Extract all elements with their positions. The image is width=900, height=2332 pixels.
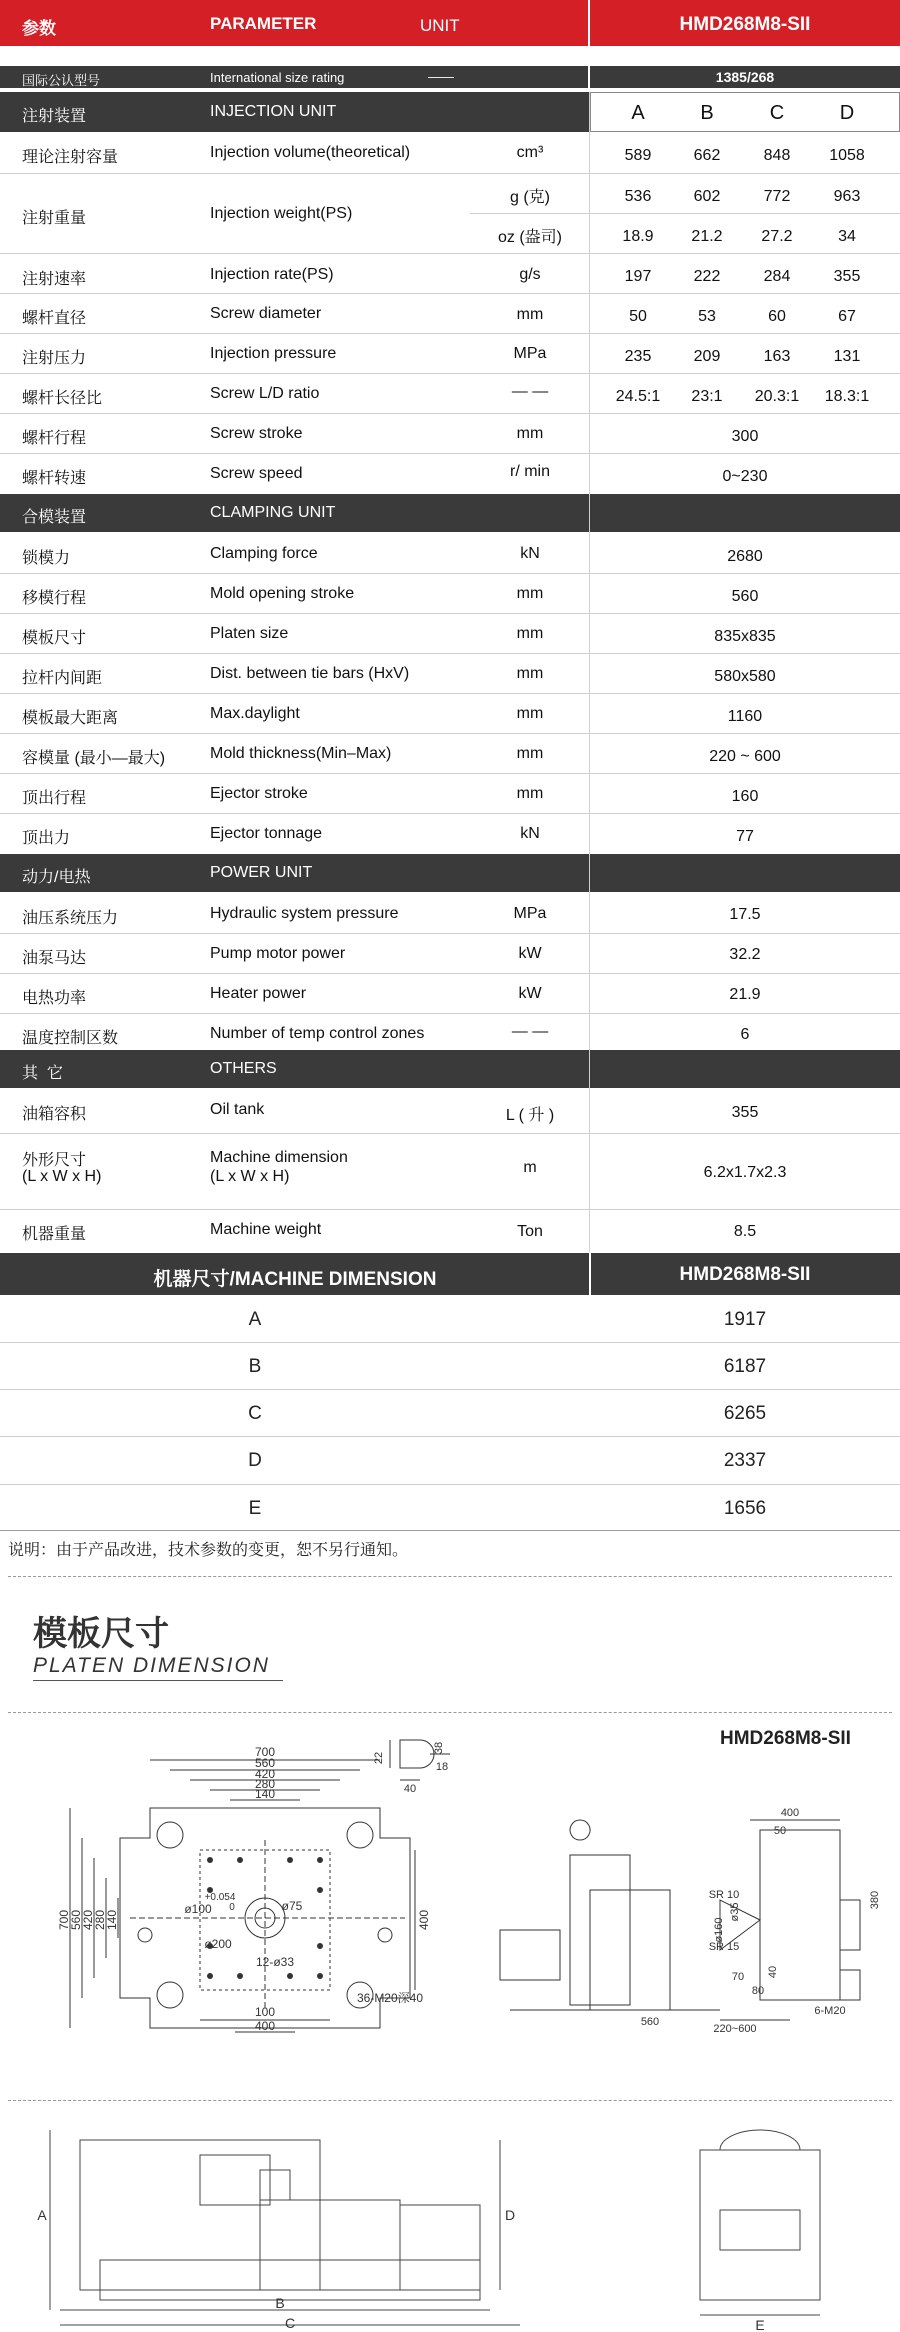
md-label: B (248, 1356, 262, 1377)
cell-all: 77 (736, 828, 754, 845)
injection-col-b: B (700, 102, 714, 124)
cell-d: 34 (838, 228, 856, 245)
row-divider (0, 1209, 900, 1210)
row-cn: 注射重量 (22, 210, 87, 227)
cell-b: 209 (693, 348, 721, 365)
row-unit: MPa (513, 345, 547, 362)
header-col-cn: 参数 (22, 19, 56, 38)
dim-label: 560 (254, 1756, 276, 1770)
section-injection-cn: 注射装置 (22, 108, 87, 125)
row-unit: mm (516, 306, 544, 323)
dim-label: 18 (435, 1761, 449, 1773)
row-divider (0, 773, 900, 774)
header-col-en: PARAMETER (210, 14, 317, 33)
row-unit: mm (516, 425, 544, 442)
cell-b: 222 (693, 268, 721, 285)
col-sep (589, 92, 590, 1252)
cell-c: 20.3:1 (754, 388, 800, 405)
injection-col-d: D (839, 102, 855, 124)
row-divider (0, 653, 900, 654)
platen-side-drawing (490, 1800, 890, 2040)
row-divider (0, 373, 900, 374)
dim-label: 560 (69, 1909, 83, 1931)
dashed-separator (8, 2100, 892, 2101)
cell-all: 220 ~ 600 (709, 748, 781, 765)
cell-a: 197 (624, 268, 652, 285)
row-cn: 注射速率 (22, 271, 87, 288)
row-unit: kN (520, 825, 540, 842)
row-en: Injection rate(PS) (210, 266, 334, 283)
dim-label: 40 (767, 1965, 779, 1979)
row-en: Mold thickness(Min–Max) (210, 745, 392, 762)
row-divider (0, 813, 900, 814)
row-divider (0, 1389, 900, 1390)
row-cn: 机器重量 (22, 1226, 87, 1243)
cell-b: 662 (693, 147, 721, 164)
cell-a: 536 (624, 188, 652, 205)
rating-divider (588, 66, 590, 88)
cell-all: 355 (731, 1104, 759, 1121)
cell-all: 1160 (727, 708, 763, 725)
dim-label: 380 (869, 1890, 881, 1910)
dim-label: 70 (731, 1971, 745, 1983)
dim-label: 700 (254, 1745, 276, 1759)
md-value: 1917 (723, 1309, 767, 1330)
dim-label: 6-M20 (814, 2005, 846, 2017)
md-value: 6187 (723, 1356, 767, 1377)
md-value: 2337 (723, 1450, 767, 1471)
row-unit: Ton (517, 1223, 543, 1240)
machine-dimension-model: HMD268M8-SII (679, 1264, 811, 1285)
row-unit: oz (盎司) (497, 229, 562, 246)
dim-label: 0 (229, 1902, 235, 1913)
dim-label: ø100 (184, 1902, 212, 1916)
row-cn: 容模量 (最小—最大) (22, 750, 166, 767)
tslot-detail-drawing (360, 1730, 470, 1820)
dim-label: ø35 (729, 1902, 741, 1922)
cell-c: 163 (763, 348, 791, 365)
row-cn: 温度控制区数 (22, 1030, 119, 1047)
row-en: Heater power (210, 985, 307, 1002)
size-rating-row (0, 66, 900, 88)
dim-label: ø75 (281, 1899, 303, 1913)
dim-label: 420 (254, 1767, 276, 1781)
cell-a: 589 (624, 147, 652, 164)
row-en: Max.daylight (210, 705, 300, 722)
section-clamping-en: CLAMPING UNIT (210, 504, 336, 521)
cell-d: 18.3:1 (824, 388, 870, 405)
row-unit: L ( 升 ) (505, 1107, 555, 1124)
cell-c: 27.2 (761, 228, 793, 245)
dashed-separator (8, 1576, 892, 1577)
row-divider (0, 413, 900, 414)
row-unit: mm (516, 665, 544, 682)
row-unit: kN (520, 545, 540, 562)
cell-b: 602 (693, 188, 721, 205)
row-cn: 螺杆直径 (22, 310, 87, 327)
dashed-separator (8, 1712, 892, 1713)
row-en: Injection pressure (210, 345, 337, 362)
row-cn: 电热功率 (22, 990, 87, 1007)
section-injection-en: INJECTION UNIT (210, 103, 337, 120)
outline-label-d: D (504, 2207, 516, 2223)
md-label: E (248, 1498, 262, 1519)
row-en: Number of temp control zones (210, 1025, 425, 1042)
row-en: Injection weight(PS) (210, 205, 353, 222)
cell-all: 6.2x1.7x2.3 (703, 1164, 787, 1181)
row-en-sub: (L x W x H) (210, 1168, 290, 1185)
row-unit: cm³ (516, 144, 544, 161)
md-label: D (248, 1450, 262, 1471)
dim-label: 140 (105, 1909, 119, 1931)
dim-label: 140 (254, 1787, 276, 1801)
row-divider (0, 733, 900, 734)
row-cn: 注射压力 (22, 350, 87, 367)
cell-all: 0~230 (722, 468, 768, 485)
row-cn: 锁模力 (22, 550, 71, 567)
row-cn: 模板尺寸 (22, 630, 87, 647)
section-power-cn: 动力/电热 (22, 869, 91, 886)
row-cn: 理论注射容量 (22, 149, 119, 166)
dim-label: 280 (254, 1777, 276, 1791)
row-cn: 移模行程 (22, 590, 87, 607)
size-rating-en: International size rating (210, 70, 345, 85)
md-label: A (248, 1309, 262, 1330)
md-value: 6265 (723, 1403, 767, 1424)
dim-label: 36-M20深40 (356, 1991, 424, 2005)
row-divider (0, 1530, 900, 1531)
row-cn: 顶出行程 (22, 790, 87, 807)
header-model: HMD268M8-SII (679, 14, 811, 35)
row-cn: 顶出力 (22, 830, 71, 847)
row-en: Oil tank (210, 1101, 265, 1118)
row-divider (0, 1342, 900, 1343)
note: 说明：由于产品改进，技术参数的变更，恕不另行通知。 (8, 1542, 409, 1559)
section-power-en: POWER UNIT (210, 864, 313, 881)
section-clamping (0, 494, 900, 532)
row-en: Screw speed (210, 465, 303, 482)
row-unit: kW (518, 945, 542, 962)
cell-all: 2680 (727, 548, 763, 565)
dim-label: 40 (403, 1783, 417, 1795)
row-divider (0, 613, 900, 614)
cell-all: 21.9 (729, 986, 761, 1003)
dim-label: SR 10 (708, 1889, 740, 1901)
row-en: Clamping force (210, 545, 318, 562)
row-en: Dist. between tie bars (HxV) (210, 665, 410, 682)
outline-label-e: E (755, 2317, 765, 2332)
row-divider (0, 1133, 900, 1134)
row-divider (0, 453, 900, 454)
md-divider (589, 1253, 591, 1295)
row-unit: g (克) (509, 189, 550, 206)
row-unit: m (523, 1159, 537, 1176)
cell-d: 131 (833, 348, 861, 365)
dim-label: ø160 (713, 1917, 725, 1943)
cell-d: 963 (833, 188, 861, 205)
cell-c: 284 (763, 268, 791, 285)
row-en: Machine weight (210, 1221, 322, 1238)
platen-model: HMD268M8-SII (720, 1728, 851, 1749)
row-cn: 螺杆转速 (22, 470, 87, 487)
row-en: Screw diameter (210, 305, 322, 322)
md-label: C (248, 1403, 262, 1424)
row-unit: r/ min (510, 463, 550, 480)
dim-label: 560 (640, 2016, 660, 2028)
row-divider (0, 1436, 900, 1437)
row-en: Ejector tonnage (210, 825, 323, 842)
row-unit: — — (511, 383, 549, 400)
dim-label: 22 (373, 1751, 385, 1765)
size-rating-value: 1385/268 (715, 69, 775, 85)
cell-all: 160 (731, 788, 759, 805)
cell-all: 8.5 (733, 1223, 757, 1240)
dim-label: 12-ø33 (255, 1955, 295, 1969)
machine-outline-drawing (20, 2110, 880, 2332)
header-divider (588, 0, 590, 46)
row-divider (0, 253, 900, 254)
dim-label: 400 (417, 1909, 431, 1931)
row-unit: kW (518, 985, 542, 1002)
cell-all: 580x580 (714, 668, 776, 685)
cell-a: 24.5:1 (615, 388, 661, 405)
row-cn: 油压系统压力 (22, 910, 119, 927)
row-divider (0, 693, 900, 694)
cell-d: 355 (833, 268, 861, 285)
row-en: Screw stroke (210, 425, 303, 442)
row-en: Hydraulic system pressure (210, 905, 399, 922)
title-underline (33, 1680, 283, 1681)
header-col-unit: UNIT (420, 16, 460, 35)
dim-label: ø200 (204, 1937, 232, 1951)
row-unit: mm (516, 705, 544, 722)
dim-label: 80 (751, 1985, 765, 1997)
row-cn: 拉杆内间距 (22, 670, 103, 687)
row-divider (0, 1484, 900, 1485)
row-divider (0, 973, 900, 974)
row-cn-sub: (L x W x H) (22, 1168, 102, 1185)
row-unit: mm (516, 785, 544, 802)
outline-label-a: A (37, 2207, 47, 2223)
row-cn: 油泵马达 (22, 950, 87, 967)
row-divider (0, 933, 900, 934)
table-header (0, 0, 900, 46)
row-unit: MPa (513, 905, 547, 922)
row-divider (0, 333, 900, 334)
cell-all: 560 (731, 588, 759, 605)
row-unit: mm (516, 585, 544, 602)
row-unit: — — (511, 1023, 549, 1040)
row-cn: 外形尺寸 (22, 1152, 87, 1169)
injection-col-a: A (631, 102, 645, 124)
cell-b: 23:1 (691, 388, 723, 405)
row-en: Platen size (210, 625, 289, 642)
dim-label: +0.054 (204, 1892, 236, 1903)
dim-label: 100 (254, 2005, 276, 2019)
md-value: 1656 (723, 1498, 767, 1519)
cell-c: 772 (763, 188, 791, 205)
cell-a: 50 (629, 308, 647, 325)
machine-dimension-title: 机器尺寸/MACHINE DIMENSION (153, 1269, 437, 1290)
row-unit: mm (516, 625, 544, 642)
row-en: Machine dimension (210, 1149, 348, 1166)
cell-all: 835x835 (714, 628, 776, 645)
dim-label: 220~600 (713, 2023, 757, 2035)
dim-label: 420 (81, 1909, 95, 1931)
outline-label-b: B (275, 2295, 285, 2311)
cell-c: 848 (763, 147, 791, 164)
size-rating-unit: —— (428, 69, 454, 84)
dim-label: 38 (433, 1741, 445, 1755)
cell-d: 67 (838, 308, 856, 325)
dim-label: 700 (57, 1909, 71, 1931)
section-others-en: OTHERS (210, 1060, 277, 1077)
cell-b: 53 (698, 308, 716, 325)
row-unit: mm (516, 745, 544, 762)
cell-a: 18.9 (622, 228, 654, 245)
row-divider (0, 573, 900, 574)
section-power (0, 854, 900, 892)
row-divider (470, 213, 900, 214)
platen-title-en: PLATEN DIMENSION (33, 1654, 270, 1677)
row-cn: 螺杆行程 (22, 430, 87, 447)
cell-a: 235 (624, 348, 652, 365)
dim-label: 400 (254, 2019, 276, 2033)
row-divider (0, 293, 900, 294)
dim-label: SR 15 (708, 1941, 740, 1953)
row-en: Screw L/D ratio (210, 385, 320, 402)
machine-dimension-header (0, 1253, 900, 1295)
section-others (0, 1050, 900, 1088)
outline-label-c: C (284, 2315, 296, 2331)
cell-all: 32.2 (729, 946, 761, 963)
injection-col-c: C (769, 102, 785, 124)
row-cn: 油箱容积 (22, 1106, 87, 1123)
size-rating-cn: 国际公认型号 (22, 73, 101, 88)
dim-label: 50 (773, 1825, 787, 1837)
row-cn: 螺杆长径比 (22, 390, 103, 407)
row-divider (0, 1013, 900, 1014)
dim-label: 280 (93, 1909, 107, 1931)
row-cn: 模板最大距离 (22, 710, 119, 727)
cell-d: 1058 (829, 147, 865, 164)
row-en: Ejector stroke (210, 785, 308, 802)
row-unit: g/s (519, 266, 541, 283)
section-others-cn: 其 它 (22, 1065, 63, 1082)
row-en: Mold opening stroke (210, 585, 355, 602)
dim-label: 400 (780, 1807, 800, 1819)
cell-c: 60 (768, 308, 786, 325)
cell-b: 21.2 (691, 228, 723, 245)
cell-all: 17.5 (729, 906, 761, 923)
row-en: Injection volume(theoretical) (210, 144, 411, 161)
section-clamping-cn: 合模装置 (22, 509, 87, 526)
row-divider (0, 173, 900, 174)
platen-title-cn: 模板尺寸 (33, 1615, 169, 1653)
cell-all: 300 (731, 428, 759, 445)
row-en: Pump motor power (210, 945, 346, 962)
cell-all: 6 (740, 1026, 750, 1043)
